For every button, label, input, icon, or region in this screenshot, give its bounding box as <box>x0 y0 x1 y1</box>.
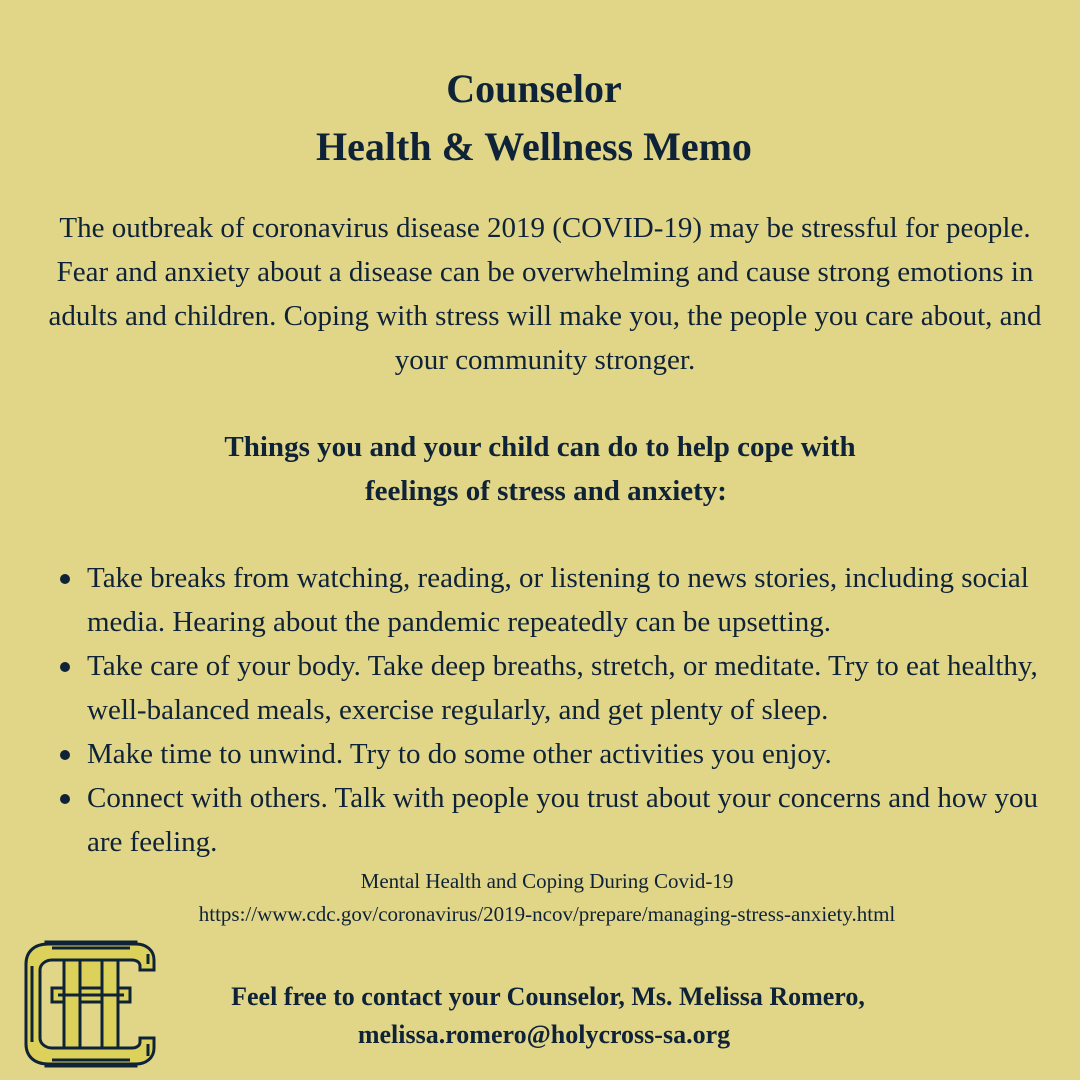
tips-heading-line1: Things you and your child can do to help cope with <box>224 431 856 463</box>
list-item <box>0 732 1052 776</box>
source-url: https://www.cdc.gov/coronavirus/2019-ncov/prepare/managing-stress-anxiety.html <box>198 902 896 926</box>
list-item <box>0 644 1052 732</box>
bullet-icon <box>60 574 70 584</box>
intro-paragraph: The outbreak of coronavirus disease 2019 (COVID-19) may be stressful for people. Fear and anxiety about a disease can be overwhelming and cause strong emotions in adults and children. Coping with stress will make you, the people you care about, and your community stronger. <box>48 212 1042 376</box>
contact-line: Feel free to contact your Counselor, Ms. Melissa Romero, <box>231 982 865 1011</box>
tip-text: Make time to unwind. Try to do some other activities you enjoy. <box>87 738 832 770</box>
memo-title-line1: Counselor <box>446 66 622 111</box>
tips-heading-line2: feelings of stress and anxiety: <box>365 475 727 507</box>
bullet-icon <box>60 662 70 672</box>
bullet-icon <box>60 794 70 804</box>
bullet-icon <box>60 750 70 760</box>
list-item <box>0 776 1052 864</box>
memo-title-line2: Health & Wellness Memo <box>316 124 752 169</box>
contact-email: melissa.romero@holycross-sa.org <box>357 1020 731 1049</box>
tips-list <box>0 556 1052 864</box>
source-title: Mental Health and Coping During Covid-19 <box>360 869 734 893</box>
tip-text: Take care of your body. Take deep breaths, stretch, or meditate. Try to eat healthy, well-balanced meals, exercise regularly, and get plenty of sleep. <box>87 650 1038 726</box>
tip-text: Take breaks from watching, reading, or listening to news stories, including social media. Hearing about the pandemic repeatedly can be upsetting. <box>87 562 1029 638</box>
tip-text: Connect with others. Talk with people you trust about your concerns and how you are feeling. <box>87 782 1039 858</box>
list-item <box>0 556 1052 644</box>
